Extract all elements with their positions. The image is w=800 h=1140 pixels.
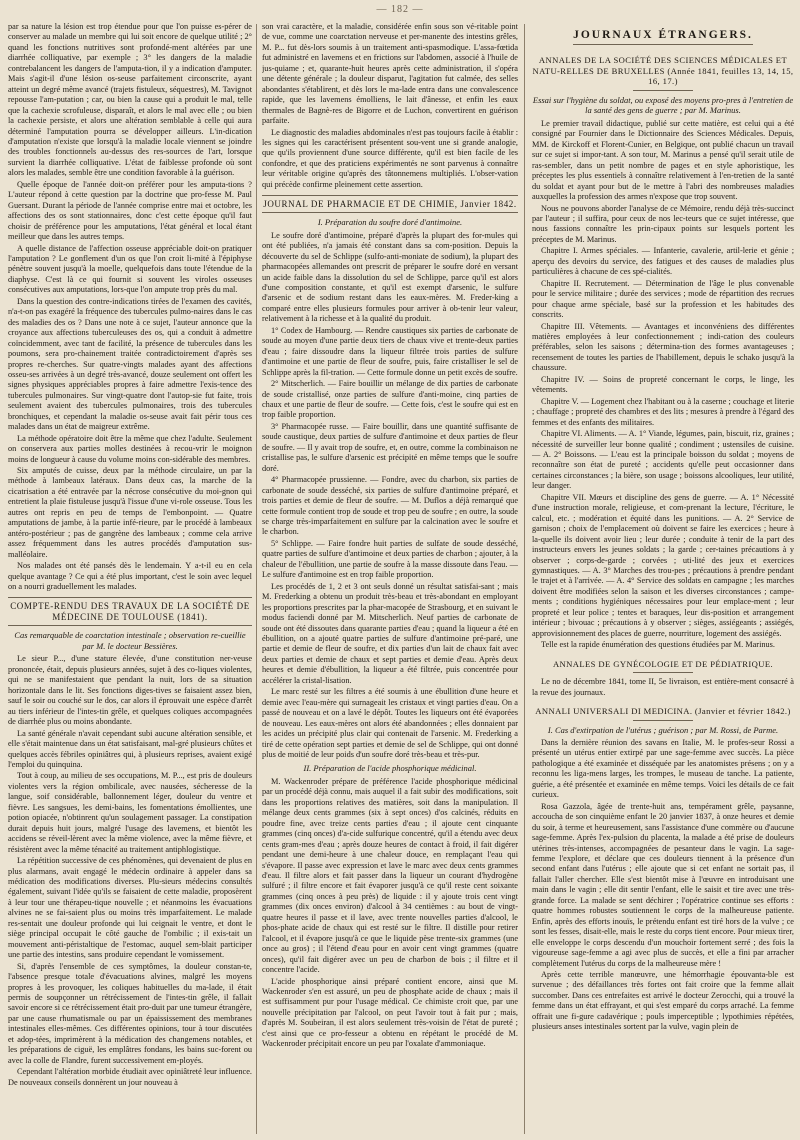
- paragraph: 2° Mitscherlich. — Faire bouillir un mélange de dix parties de carbonate de soude cristallisé, onze parties de sulfure d'anti-moine, cinq parties de chaux et une partie de fleur de soufre. — Cette fois, c'est le soufre qui est en trop faible proportion.: [262, 379, 518, 420]
- column-left: [8, 22, 252, 1134]
- paragraph: Le sieur P..., d'une stature élevée, d'une constitution ner-veuse prononcée, était, depuis plusieurs années, sujet à des co-liques violentes, qui ne se manifestaient que pendant la nuit, lors de sa situation horizontale dans le lit. Ses fonctions diges-tives se faisaient assez bien, sauf le soir ou couché sur le dos, car alors il éprouvait une espèce d'arrêt au tiers inférieur de l'intes-tin grêle, et quelques coliques accompagnées de diarrhée plus ou moins abondante.: [8, 654, 252, 727]
- paragraph: A quelle distance de l'affection osseuse appréciable doit-on pratiquer l'amputation ? Le gonflement d'un os que l'on croit li-mité à l'épiphyse pénètre souvent jusqu'à la moelle, quelquefois dans toute l'étendue de la diaphyse. C'est là ce qui fournit si souvent les viroles osseuses consécutives aux amputations, lors-que l'on ampute trop près du mal.: [8, 243, 252, 295]
- foreign-journals-header: JOURNAUX ÉTRANGERS.: [573, 29, 753, 41]
- paragraph: 4° Pharmacopée prussienne. — Fondre, avec du charbon, six parties de carbonate de soude desséché, six parties de sulfure d'antimoine préparé, et trois parties et demie de fleur de soufre. — M. Duflos a déjà remarqué que cette formule contient trop de soude et trop peu de soufre ; en outre, la soude se charge très-imparfaitement en sulfure par la calcination avec le soufre et le charbon.: [262, 475, 518, 537]
- paragraph: Après cette terrible manœuvre, une hémorrhagie épouvanta-ble est survenue ; des défaillances très fortes ont fait croire que la femme allait succomber. Dans ces entrefaites est arrivé le docteur Zerocchi, qui a trouvé la femme dans un état effrayant, et qui s'est emparé du corps arraché. La femme offrait une fi-gure cadavérique ; pouls imperceptible ; lypothimies répétées, plusieurs anses intestinales sortent par la vulve, vagin plein de: [532, 969, 794, 1032]
- paragraph: La méthode opératoire doit être la même que chez l'adulte. Seulement on conservera aux parties molles destinées à recou-vrir le moignon moins de longueur à cause du volume moins con-sidérable des membres.: [8, 433, 252, 464]
- section-title: COMPTE-RENDU DES TRAVAUX DE LA SOCIÉTÉ DE MÉDECINE DE TOULOUSE (1841).: [10, 601, 250, 623]
- paragraph: 3° Pharmacopée russe. — Faire bouillir, dans une quantité suffisante de soude caustique, deux parties de sulfure d'antimoine et deux parties de fleur de soufre. — Il y avait trop de soufre, et, en outre, comme la combinaison ne cristallise pas, le sulfure d'arsenic est précipité en même temps que le soufre doré.: [262, 421, 518, 473]
- paragraph: son vrai caractère, et la maladie, considérée enfin sous son vé-ritable point de vue, comme une coarctation nerveuse et per-manente des intestins grêles, M. P... fut dès-lors soumis à un traitement anti-spasmodique. L'assa-fœtida fut administré en lavemens et en frictions sur l'abdomen, associé à l'huile de jus-quiame ; et, quarante-huit heures après cette administration, il s'opéra une détente générale ; la douleur disparut, l'agitation fut calmée, des selles abondantes s'établirent, et dès lors le ma-lade entra dans une convalescence rapide, que les lavemens émolliens, le lait d'ânesse, et enfin les eaux thermales de Bagnè-res de Bigorre et de Luchon, convertirent en guérison parfaite.: [262, 22, 518, 126]
- paragraph: Le soufre doré d'antimoine, préparé d'après la plupart des for-mules qui ont été publiées, n'a jamais été constant dans sa com-position. Depuis la découverte du sel de Schlippe (sulfo-anti-moniate de sodium), la plupart des pharmacopées allemandes ont prescrit de préparer le soufre doré en versant un acide faible dans la dissolution du sel de Schlippe, parce qu'il est alors d'une composition constante, et qu'il est exempt d'arsenic, le sulfure d'arsenic et de sodium restant dans les eaux-mères. M. Freder-king a comparé entre elles plusieurs formules pour arriver à ob-tenir leur valeur, relativement à la richesse et à la qualité du produit.: [262, 230, 518, 324]
- paragraph: Nos malades ont été pansés dès le lendemain. Y a-t-il eu en cela quelque avantage ? Ce qui a été plus important, c'est le soin avec lequel on a nourri graduellement les malades.: [8, 561, 252, 592]
- paragraph: Dans la dernière réunion des savans en Italie, M. le profes-seur Rossi a présenté un utérus entier extirpé par une sage-femme avec succès. La pièce pathologique a été examinée et disséquée par les anatomistes présens ; on y a reconnu les liga-mens larges, les trompes, le museau de tanche. La patiente, guérie, a été présentée et examinée en même temps. Voici les détails de ce fait curieux.: [532, 738, 794, 800]
- section-subtitle: I. Préparation du soufre doré d'antimoine.: [317, 217, 463, 228]
- paragraph: Quelle époque de l'année doit-on préférer pour les amputa-tions ? L'auteur répond à cette question par la doctrine que pro-fesse M. Paul Guersant. Durant la période de l'année comprise entre mai et octobre, les affections des os sont stationnaires, donc c'est cette époque qu'il faut choisir de préférence pour les amputations, l'état général et local étant meilleur que dans les autres temps.: [8, 179, 252, 242]
- paragraph: 5° Schlippe. — Faire fondre huit parties de sulfate de soude desséché, quatre parties de sulfure d'antimoine et deux parties de charbon ; ajouter, à la chaleur de l'ébullition, une partie de soufre à la masse dissoute dans l'eau. — Le sulfure d'antimoine est en trop faible proportion.: [262, 538, 518, 580]
- header-rule: [573, 44, 753, 45]
- paragraph: M. Wackenroder prépare de préférence l'acide phosphorique médicinal par un procédé déjà connu, mais auquel il a fait subir des modifications, soit dans les proportions relatives des matières, soit dans la manipulation. Il mélange deux cents grammes (six à sept onces) d'os calcinés, réduits en poudre fine, avec treize cents parties d'eau ; il ajoute cent cinquante grammes (cinq onces) d'a-cide sulfurique concentré, qu'il a étendu avec deux cents gram-mes d'eau ; après douze heures de contact à froid, il fait digérer pendant une demi-heure à une chaleur douce, en remplaçant l'eau qui s'évapore. Il passe avec expression et lave le marc avec deux cents grammes d'eau. Il filtre alors et fait passer dans la liqueur un courant d'hydrogène sulfuré ; il filtre encore et fait évaporer jusqu'à ce qu'il reste cent soixante grammes (cinq onces à peu près) de liquide : il y ajoute trois cent vingt grammes (dix onces environ) d'alcool à 34 centièmes : au bout de vingt-quatre heures il passe et il lave, avec trente nouvelles parties d'alcool, le phos-phate acide de chaux qui est resté sur le filtre. Il distille pour retirer l'alcool, et il évapore jusqu'à ce que le liquide pèse trente-six grammes (une once au gros) ; il l'étend d'eau pour en avoir cent vingt grammes (quatre onces), qu'il fait digérer avec un peu de charbon de bois ; il filtre et il concentre l'acide.: [262, 776, 518, 975]
- paragraph: Le marc resté sur les filtres a été soumis à une ébullition d'une heure et demie avec l'eau-mère qui surnageait les cristaux et vingt parties d'eau. On a passé de nouveau et on a lavé le dépôt. Toutes les liqueurs ont été évaporées de nouveau. Les eaux-mères ont alors été abandonnées ; elles donnaient par les acides un précipité plus clair qui contenait de l'arsenic. M. Frederking a tiré de cette opération sept parties et demie de sel de Schlippe, qui ont donné plus de moitié de leur poids d'un soufre doré très-beau et très-pur.: [262, 687, 518, 759]
- paragraph: L'acide phosphorique ainsi préparé contient encore, ainsi que M. Wackenroder s'en est assuré, un peu de phosphate acide de chaux ; mais il est suffisamment pur pour l'usage médical. Ce chimiste croit que, par une nouvelle précipitation par l'alcool, on peut l'avoir tout à fait pur ; mais, d'après M. Soubeiran, il est alors seulement très-voisin de l'état de pureté ; c'est ainsi que ce pro-fesseur a obtenu en répétant le procédé de M. Wackenroder précipitait encore un peu par l'oxalate d'ammoniaque.: [262, 976, 518, 1049]
- paragraph: Le premier travail didactique, publié sur cette matière, est celui qui a été consigné par Fournier dans le Dictionnaire des Sciences Médicales. Depuis, MM. de Kirckoff et Florent-Cunier, en Belgique, ont publié chacun un travail sur ce sujet si impor-tant. A son tour, M. Marinus a pensé qu'il serait utile de ras-sembler, dans un petit nombre de pages et en style aphoristique, les préceptes les plus essentiels à connaître relativement à l'en-tretien de la santé du soldat et ayant pour but de le mettre à l'abri des nombreuses maladies auxquelles la profession des armes n'expose que trop souvent.: [532, 118, 794, 202]
- section-subtitle: II. Préparation de l'acide phosphorique médicinal.: [303, 763, 477, 774]
- paragraph: Chapitre IV. — Soins de propreté concernant le corps, le linge, les vêtements.: [532, 374, 794, 395]
- paragraph: Tout à coup, au milieu de ses occupations, M. P..., est pris de douleurs violentes vers la région ombilicale, avec nausées, sécheresse de la langue, soif considérable, ballonnement léger, douleur du ventre et fièvre. Les sangsues, les demi-bains, les fomentations émollientes, une potion opiacée, n'obtinrent qu'un soulagement passager. La constipation durait depuis huit jours, malgré l'usage des lavemens, et bientôt les accidens se réveil-lèrent avec la même violence, avec la même fièvre, et résistèrent avec la même ténacité au traitement antiphlogistique.: [8, 771, 252, 854]
- paragraph: Chapitre VI. Aliments. — A. 1° Viande, légumes, pain, biscuit, riz, graines ; nécessité de surveiller leur bonne qualité ; condiment ; ustensiles de cuisine. — A. 2° Boissons. — L'eau est la principale boisson du soldat ; moyens de reconnaître son état de pureté ; accidents qu'elle peut occasionner dans certaines circonstances ; la bière, son usage ; boissons alcooliques, leur utilité, leur danger.: [532, 429, 794, 491]
- paragraph: Chapitre I. Armes spéciales. — Infanterie, cavalerie, artil-lerie et génie ; aperçu des devoirs du service, des fatigues et des causes de maladies plus particulières à chacune de ces spé-cialités.: [532, 246, 794, 277]
- article-title: I. Cas d'extirpation de l'utérus ; guérison ; par M. Rossi, de Parme.: [547, 724, 779, 735]
- section-rule: [262, 195, 518, 196]
- paragraph: Chapitre II. Recrutement. — Détermination de l'âge le plus convenable pour le service militaire ; durée des services ; mode de répartition des recrues pour chaque arme spéciale, basé sur la profession et les habitudes des conscrits.: [532, 278, 794, 320]
- section-subtitle: Cas remarquable de coarctation intestinale ; observation re-cueillie par M. le docteur Bessières.: [14, 630, 246, 651]
- section-rule: [633, 720, 693, 721]
- paragraph: Chapitre VII. Mœurs et discipline des gens de guerre. — A. 1° Nécessité d'une instruction morale, religieuse, et com-prenant la lecture, l'écriture, le calcul, etc. ; modération et équité dans les punitions. — A. 2° Service de garnison ; choix de l'emplacement où doivent se faire les exercices ; heure à la-quelle ils doivent avoir lieu ; leur durée ; conduite à tenir de la part des instructeurs envers les jeunes soldats ; la garde ; cer-taines précautions à y observer ; corps-de-garde ; corvées ; uti-lité des jeux et exercices gymnastiques. — A. 3° Marches des trou-pes ; précautions à prendre pendant le trajet et à l'arrivée. — A. 4° Service des soldats en campagne ; les marches doivent être modifiées selon la saison et les diverses circonstances ; campe-ments ; conditions hygiéniques nécessaires pour leur emplace-ment ; leur propreté et leur police ; tentes et baraques, leur dis-position et arrangement intérieur ; bivouac ; précautions à y observer ; sièges, assiégeants ; assiégés, approvisionnement des places de guerre, nourriture, logement des assiégés.: [532, 492, 794, 638]
- paragraph: Cependant l'altération morbide étudiait avec opiniâtreté leur influence. De nouveaux conseils donnèrent un jour nouveau à: [8, 1067, 252, 1087]
- column-middle: [262, 22, 518, 1134]
- paragraph: La santé générale n'avait cependant subi aucune altération sensible, et elle s'était maintenue dans un état satisfaisant, mal-gré plusieurs chûtes et quelques accès fébriles opiniâtres qui, à plusieurs reprises, avaient exigé l'emploi du quinquina.: [8, 728, 252, 769]
- article-title: Essai sur l'hygiène du soldat, ou exposé des moyens pro-pres à l'entretien de la santé des gens de guerre ; par M. Marinus.: [532, 94, 794, 116]
- section-rule: [633, 90, 693, 91]
- journal-title: ANNALI UNIVERSALI DI MEDICINA. (Janvier et février 1842.): [535, 706, 791, 717]
- paragraph: par sa nature la lésion est trop étendue pour que l'on puisse es-pérer de conserver au malade un membre qui lui soit encore de quelque utilité ; 2° quand les fonctions nutritives sont profondé-ment altérées par une diarrhée colliquative, par exemple ; 3° les dangers de la maladie contrebalancent les dangers de l'amputa-tion, il y a indication d'amputer. Mais s'agit-il d'une lésion os-seuse parfaitement circonscrite, ayant atteint un degré même avancé (trajets fistuleux, séquestres), M. Tavignot repousse l'am-putation ; car, ou bien la cause qui a produit le mal, telle que la cachexie scrofuleuse, disparaît, et alors le mal avec elle ; ou bien la cachexie persiste, et alors une altération semblable à celle qui aura déterminé l'amputation pourra se développer ailleurs. L'in-dication d'amputation n'existe que lorsqu'à la maladie locale viennent se joindre des troubles fonctionnels au-dessus des res-sources de l'art, lorsque survient la diarrhée colliquative. L'état de faiblesse profonde où sont alors les malades, semble être une condition favorable à la guérison.: [8, 22, 252, 178]
- section-rule: [8, 597, 252, 598]
- page-header: — 182 —: [376, 4, 424, 15]
- section-rule: [262, 212, 518, 213]
- paragraph: 1° Codex de Hambourg. — Rendre caustiques six parties de carbonate de soude au moyen d'une partie deux tiers de chaux vive et trente-deux parties d'eau ; faire dissoudre dans la liqueur filtrée trois parties de sulfure d'antimoine et une partie de fleur de soufre, puis, faire cristalliser le sel de Schlippe après la fil-tration. — Cette formule donne un petit excès de soufre.: [262, 325, 518, 377]
- section-rule: [8, 625, 252, 626]
- column-divider: [256, 24, 257, 1134]
- section-rule: [633, 672, 693, 673]
- paragraph: Si, d'après l'ensemble de ces symptômes, la douleur constan-te, l'absence presque totale d'évacuations alvines, malgré les moyens propres à les provoquer, les coliques habituelles du ma-lade, il était permis de soupçonner un rétrécissement de l'intes-tin grêle, il fallait savoir encore si ce rétrécissement était pro-duit par une tumeur étrangère, par une cause rhumatismale ou par un épaississement des membranes intestinales elles-mêmes. Ces différentes opinions, tour à tour discutées et adop-tées, imprimèrent à la médication des changemens notables, et les préparations de ciguë, les emplâtres fondans, les bains suc-forent ou avec la colle de Flandre, furent successivement em-ployés.: [8, 961, 252, 1065]
- paragraph: Chapitre V. — Logement chez l'habitant ou à la caserne ; couchage et literie ; chauffage ; propreté des chambres et des lits ; mesures à prendre à l'égard des femmes et des enfants des militaires.: [532, 396, 794, 427]
- paragraph: Nous ne pouvons aborder l'analyse de ce Mémoire, rendu déjà très-succinct par l'auteur ; il suffira, pour ceux de nos lec-teurs que ce sujet intéresse, que nous fassions connaître les prin-cipaux points sur lesquels portent les préceptes de M. Marinus.: [532, 203, 794, 244]
- paragraph: La répétition successive de ces phénomènes, qui devenaient de plus en plus alarmans, avait engagé le médecin ordinaire à appeler dans sa médication des modifications diverses. Plu-sieurs médecins consultés également, suivant l'idée qu'ils se faisaient de cette maladie, proposèrent à leur tour une thérapeu-tique nouvelle ; et néanmoins les évacuations alvines ne se fai-saient plus ou moins très imparfaitement. Le malade res-sentait une douleur profonde qui lui ceignait le ventre, et dont le siège principal occupait le côté gauche de l'ombilic ; il exis-tait un mouvement anti-péristaltique de l'estomac, auquel sem-blait participer une partie des intestins, sans produire cependant le vomissement.: [8, 856, 252, 960]
- paragraph: Le diagnostic des maladies abdominales n'est pas toujours facile à établir : les signes qui les caractérisent présentent sou-vent une si grande analogie, que qu'ils proviennent d'une source différente, qu'il est bien facile de les confondre, et que des praticiens expérimentés ne sont parvenus à connaître leur véritable origine qu'après des tâtonnemens multipliés. L'obser-vation qui précède confirme pleinement cette assertion.: [262, 127, 518, 189]
- paragraph: Rosa Gazzola, âgée de trente-huit ans, tempérament grêle, paysanne, accoucha de son cinquième enfant le 20 janvier 1837, à onze heures et demie du soir, à terme et heureusement, sans l'assistance d'une commère ou d'aucune sage-femme. Après l'ex-pulsion du placenta, la malade a été prise de douleurs utérines très-intenses, accompagnées de pesanteur dans le vagin. La sage-femme l'explore, et déclare que ces douleurs tiennent à la présence d'un second enfant dans l'utérus ; elle ajoute que si cet enfant ne sortait pas, il fallait l'aller chercher. Elle s'est bientôt mise à l'œuvre en introduisant une main dans le vagin ; elle dit sentir l'enfant, elle le saisit et tire avec une très-grande force. La malade se sent déchirer ; l'opératrice continue ses efforts : quatre hommes robustes soutiennent le corps de la malheureuse patiente. Enfin, après des efforts inouïs, le prétendu enfant est tiré hors de la vulve ; ce sont les fesses, disait-elle, mais le reste du corps tient encore. Pour mieux tirer, elle enveloppe le corps descendu d'un mouchoir fortement serré ; des fois la vigoureuse sage-femme a agi avec plus de succès, et elle a fini par arracher complètement l'utérus du corps de la malheureuse mère !: [532, 801, 794, 968]
- paragraph: Dans la question des contre-indications tirées de l'examen des cavités, n'a-t-on pas exagéré la fréquence des tubercules pulmo-naires dans le cas des maladies des os ? Dans une note à ce sujet, l'auteur annonce que la croyance aux affections tuberculeuses des os, qui a conduit à admettre coïncidemment, avec tant de facilité, la présence de tubercules dans les poumons, sera pro-chainement traitée contradictoirement d'après ses propres re-cherches. Sur quatre-vingts malades ayant des affections osseu-ses arrivées à un degré très-avancé, douze seulement ont offert les signes physiques appréciables propres à faire admettre l'exis-tence des tubercules pulmonaires. Sur vingt-quatre dont l'autop-sie fut faite, trois seulement avaient des tubercules pulmonaires, trois des tubercules bronchiques, et cependant la maladie os-seuse avait fait périr tous ces malades dans un état de maigreur extrême.: [8, 296, 252, 432]
- paragraph: Six amputés de cuisse, deux par la méthode circulaire, un par la méthode à lambeaux latéraux. Dans deux cas, la marche de la cicatrisation a été entravée par la nécrose consécutive du moi-gnon qui entretient la plaie fistuleuse jusqu'à l'issue d'une vi-role osseuse. Tous les autres ont repris en peu de temps de l'embonpoint. — Quatre amputations de jambe, à la partie infé-rieure, par le procédé à lambeaux antéro-postérieur ; pas de gangrène des lambeaux ; comme cela arrive assez fréquemment dans les autres procédés d'amputation sus-malléolaire.: [8, 466, 252, 559]
- column-right: [532, 22, 794, 1134]
- paragraph: Telle est la rapide énumération des questions étudiées par M. Marinus.: [541, 640, 775, 650]
- column-divider: [524, 24, 525, 1134]
- section-title: JOURNAL DE PHARMACIE ET DE CHIMIE, Janvier 1842.: [263, 199, 517, 210]
- paragraph: Chapitre III. Vêtements. — Avantages et inconvéniens des différentes matières employées à leur confectionnement ; indi-cation des couleurs préférables, selon les saisons ; détermina-tion des formes avantageuses ; recensement de toutes les parties de l'habillement, depuis le schako jusqu'à la chaussure.: [532, 321, 794, 373]
- journal-title: ANNALES DE LA SOCIÉTÉ DES SCIENCES MÉDICALES ET NATU-RELLES DE BRUXELLES (Année 1841, feuilles 13, 14, 15, 16, 17.): [532, 55, 794, 87]
- journal-title: ANNALES DE GYNÉCOLOGIE ET DE PÉDIATRIQUE.: [552, 658, 774, 669]
- paragraph: Le no de décembre 1841, tome II, 5e livraison, est entière-ment consacré à la revue des journaux.: [532, 677, 794, 697]
- paragraph: Les procédés de 1, 2 et 3 ont seuls donné un résultat satisfai-sant ; mais M. Frederking a obtenu un produit très-beau et très-abondant en employant les proportions prescrites par la phar-macopée de Strasbourg, et en suivant le modus faciendi donné par M. Mitscherlich. Neuf parties de carbonate de soude ont été dissoutes dans quarante parties d'eau ; quand la liqueur a été en ébullition, on a ajouté quatre parties de sulfure d'antimoine pré-paré, une partie et demie de fleur de soufre, et dix parties d'un lait de chaux fait avec deux parties et demie de chaux et sept parties et demie d'eau. Après deux heures et demie d'ébullition, la liqueur a été filtrée, puis concentrée pour accélérer la cristal-lisation.: [262, 581, 518, 685]
